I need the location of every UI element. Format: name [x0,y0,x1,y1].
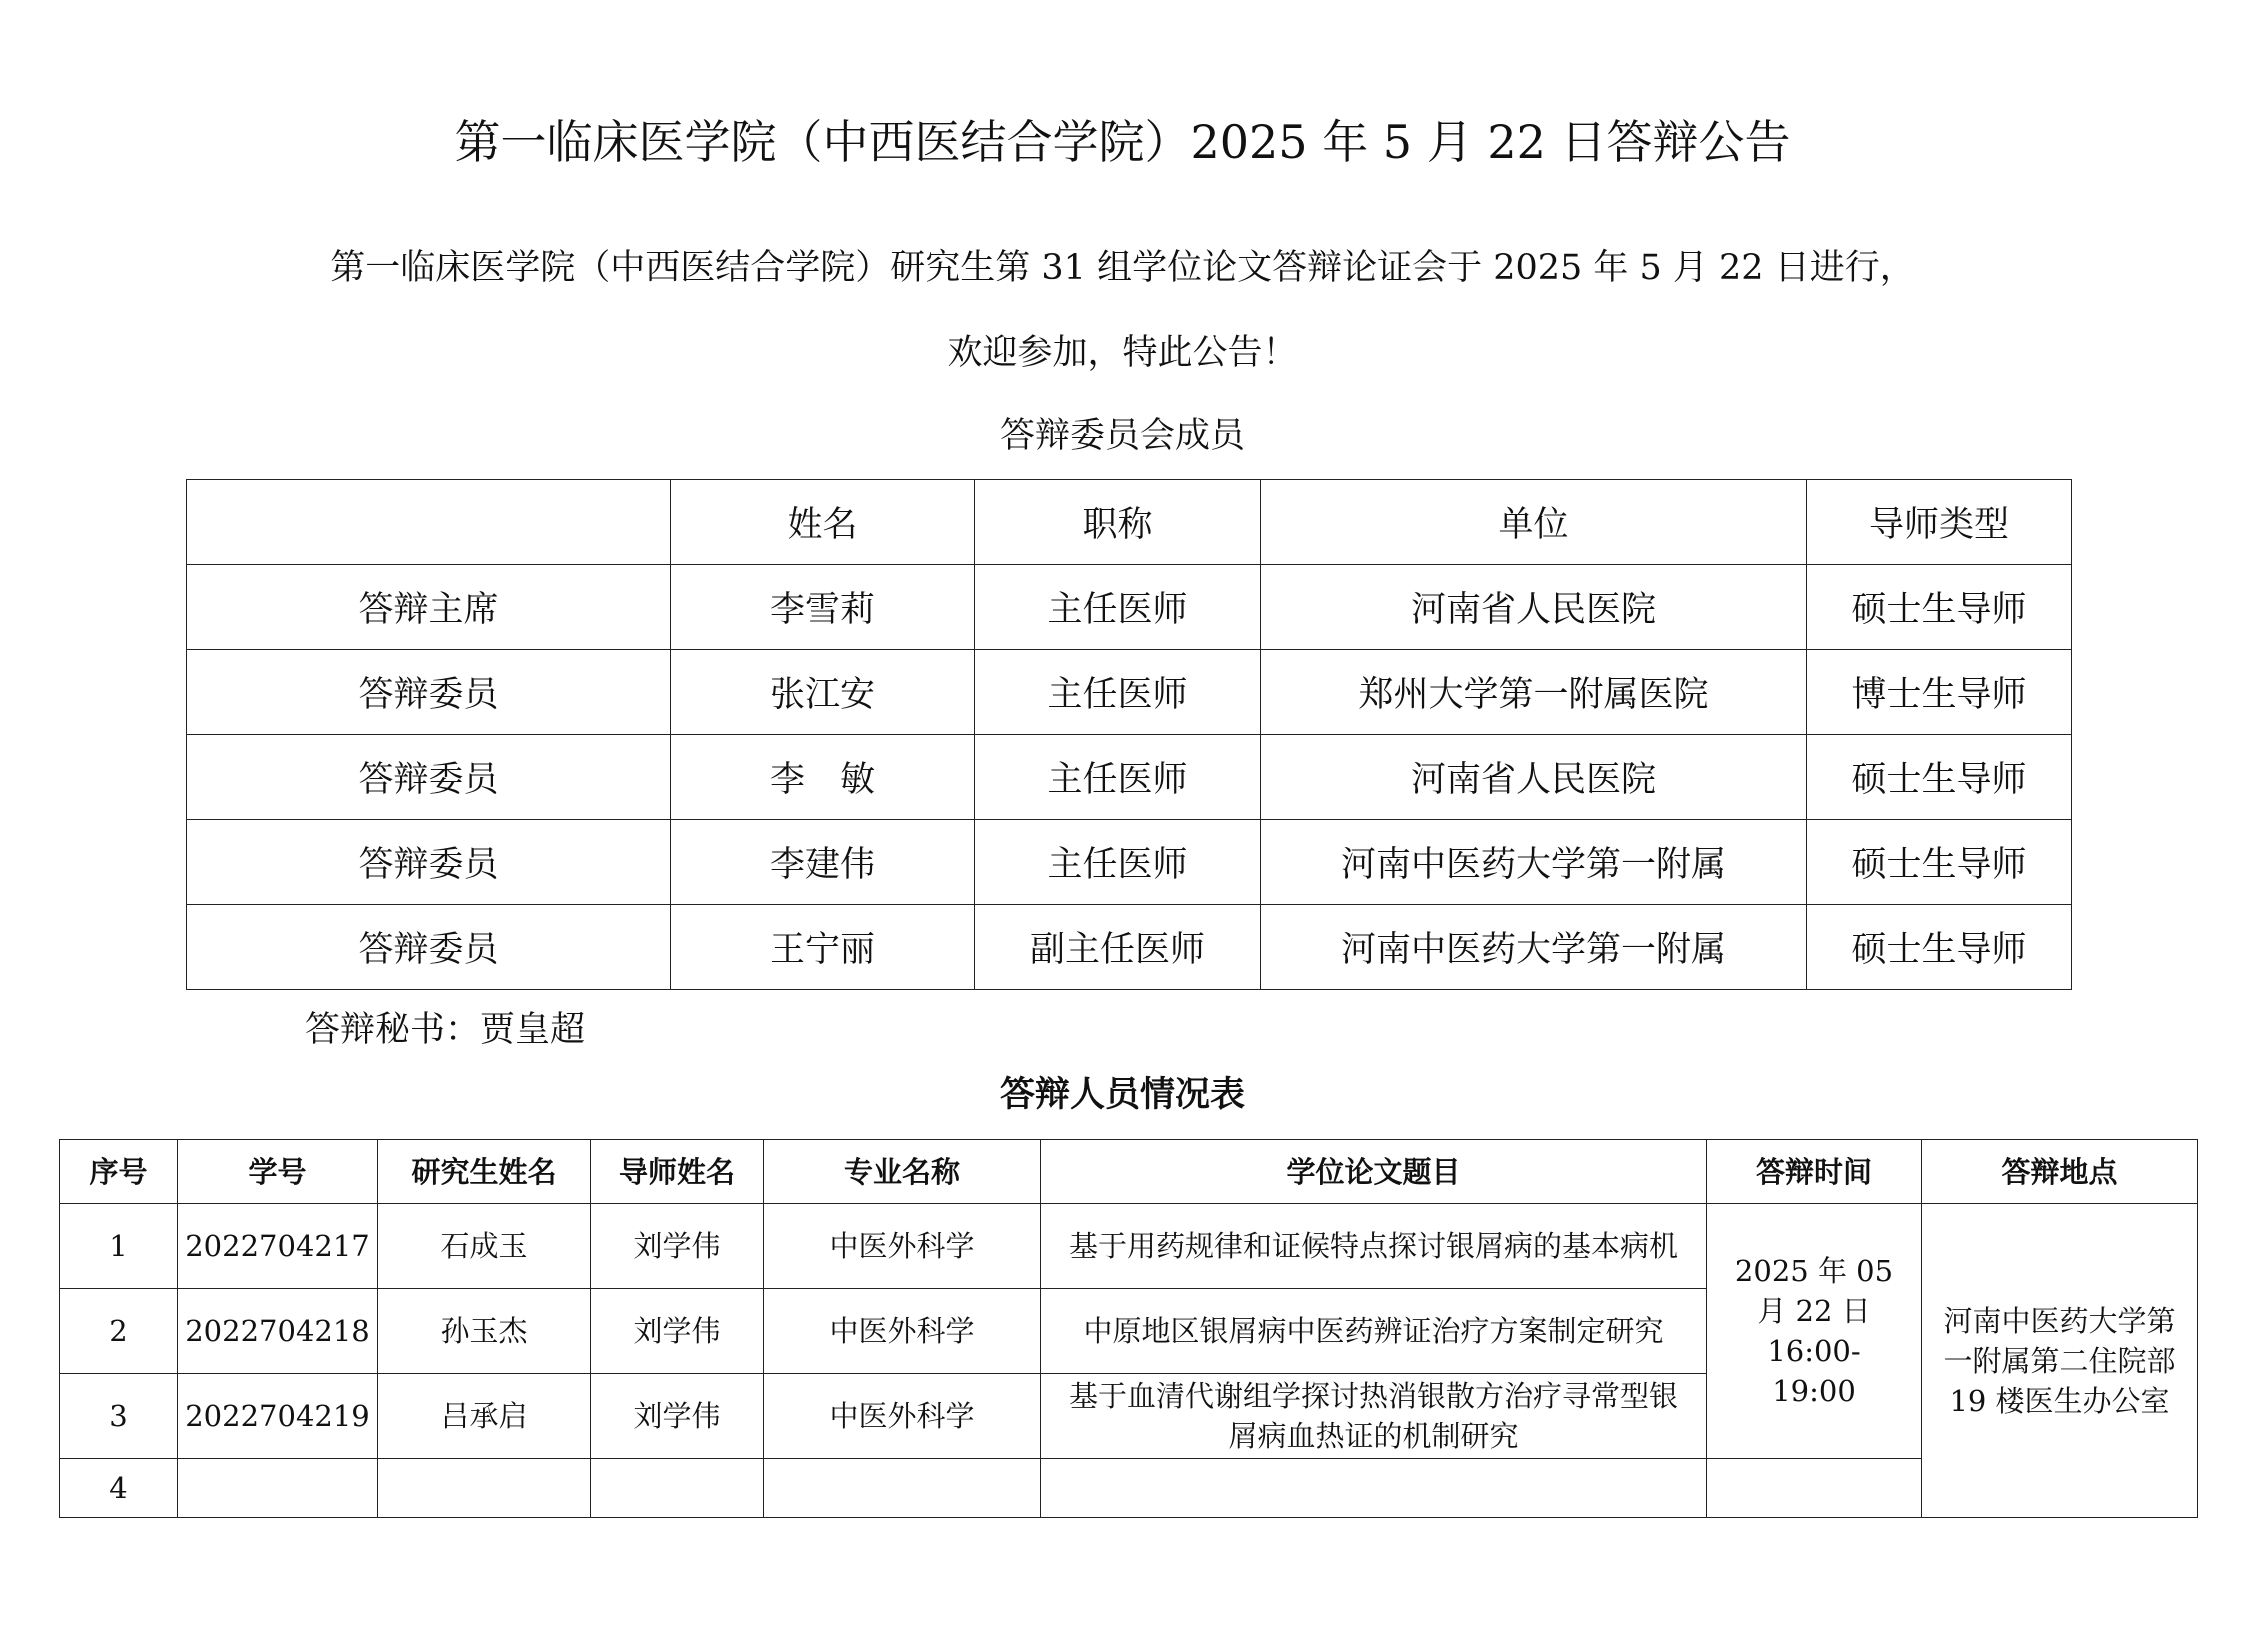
defense-thesis-title [1041,1459,1707,1518]
defense-seq: 3 [60,1374,178,1459]
defense-student-name: 吕承启 [378,1374,591,1459]
defense-header-cell: 研究生姓名 [378,1140,591,1204]
committee-header-cell [187,480,671,565]
committee-row [187,735,2072,820]
defense-advisor-name: 刘学伟 [591,1204,764,1289]
defense-student-id: 2022704218 [178,1289,378,1374]
defense-thesis-title: 基于用药规律和证候特点探讨银屑病的基本病机 [1068,1229,1678,1263]
committee-role: 答辩委员 [187,820,671,905]
defense-header-row [60,1140,2198,1204]
defense-major [764,1459,1041,1518]
defense-secretary: 答辩秘书：贾皇超 [305,1010,586,1050]
defense-heading: 答辩人员情况表 [999,1074,1245,1115]
defense-header-cell: 学位论文题目 [1041,1140,1707,1204]
committee-header-cell: 姓名 [671,480,975,565]
committee-advisor-type: 硕士生导师 [1807,820,2072,905]
committee-title: 主任医师 [975,565,1261,650]
defense-seq: 2 [60,1289,178,1374]
page-title: 第一临床医学院（中西医结合学院）2025 年 5 月 22 日答辩公告 [454,115,1791,169]
defense-seq: 1 [60,1204,178,1289]
committee-unit: 河南省人民医院 [1261,565,1807,650]
committee-table [186,479,2072,990]
committee-advisor-type: 博士生导师 [1807,650,2072,735]
committee-name: 李 敏 [671,735,975,820]
defense-student-name: 石成玉 [378,1204,591,1289]
committee-header-cell: 职称 [975,480,1261,565]
committee-header-cell: 导师类型 [1807,480,2072,565]
defense-advisor-name: 刘学伟 [591,1289,764,1374]
committee-name: 王宁丽 [671,905,975,990]
committee-title: 主任医师 [975,735,1261,820]
committee-unit: 郑州大学第一附属医院 [1261,650,1807,735]
committee-row [187,905,2072,990]
defense-time-empty [1707,1459,1922,1518]
intro-line-1: 第一临床医学院（中西医结合学院）研究生第 31 组学位论文答辩论证会于 2025 年 5 月 22 日进行， [330,248,1915,288]
intro-line-2: 欢迎参加，特此公告！ [947,333,1298,373]
committee-role: 答辩委员 [187,905,671,990]
defense-seq: 4 [60,1459,178,1518]
defense-header-cell: 学号 [178,1140,378,1204]
committee-name: 李建伟 [671,820,975,905]
committee-name: 张江安 [671,650,975,735]
committee-title: 主任医师 [975,820,1261,905]
committee-header-cell: 单位 [1261,480,1807,565]
defense-thesis-title: 基于血清代谢组学探讨热消银散方治疗寻常型银屑病血热证的机制研究 [1068,1379,1678,1453]
defense-row [60,1204,2198,1289]
committee-name: 李雪莉 [671,565,975,650]
defense-header-cell: 专业名称 [764,1140,1041,1204]
defense-row [60,1459,2198,1518]
committee-advisor-type: 硕士生导师 [1807,735,2072,820]
committee-advisor-type: 硕士生导师 [1807,565,2072,650]
defense-major: 中医外科学 [764,1204,1041,1289]
defense-advisor-name: 刘学伟 [591,1374,764,1459]
committee-unit: 河南中医药大学第一附属 [1261,905,1807,990]
committee-title: 主任医师 [975,650,1261,735]
defense-student-id: 2022704219 [178,1374,378,1459]
committee-heading: 答辩委员会成员 [999,416,1245,456]
defense-student-id: 2022704217 [178,1204,378,1289]
committee-unit: 河南中医药大学第一附属 [1261,820,1807,905]
defense-advisor-name [591,1459,764,1518]
committee-unit: 河南省人民医院 [1261,735,1807,820]
defense-student-id [178,1459,378,1518]
defense-header-cell: 序号 [60,1140,178,1204]
defense-header-cell: 答辩时间 [1707,1140,1922,1204]
defense-table [59,1139,2198,1518]
committee-row [187,820,2072,905]
committee-role: 答辩委员 [187,735,671,820]
defense-header-cell: 答辩地点 [1922,1140,2198,1204]
defense-major: 中医外科学 [764,1374,1041,1459]
defense-location: 河南中医药大学第一附属第二住院部 19 楼医生办公室 [1943,1303,2176,1418]
committee-role: 答辩主席 [187,565,671,650]
defense-header-cell: 导师姓名 [591,1140,764,1204]
committee-advisor-type: 硕士生导师 [1807,905,2072,990]
defense-student-name [378,1459,591,1518]
defense-time: 2025 年 05 月 22 日 16:00-19:00 [1734,1254,1894,1408]
committee-role: 答辩委员 [187,650,671,735]
committee-row [187,565,2072,650]
committee-header-row [187,480,2072,565]
committee-row [187,650,2072,735]
committee-title: 副主任医师 [975,905,1261,990]
defense-major: 中医外科学 [764,1289,1041,1374]
defense-student-name: 孙玉杰 [378,1289,591,1374]
defense-thesis-title: 中原地区银屑病中医药辨证治疗方案制定研究 [1083,1314,1664,1348]
